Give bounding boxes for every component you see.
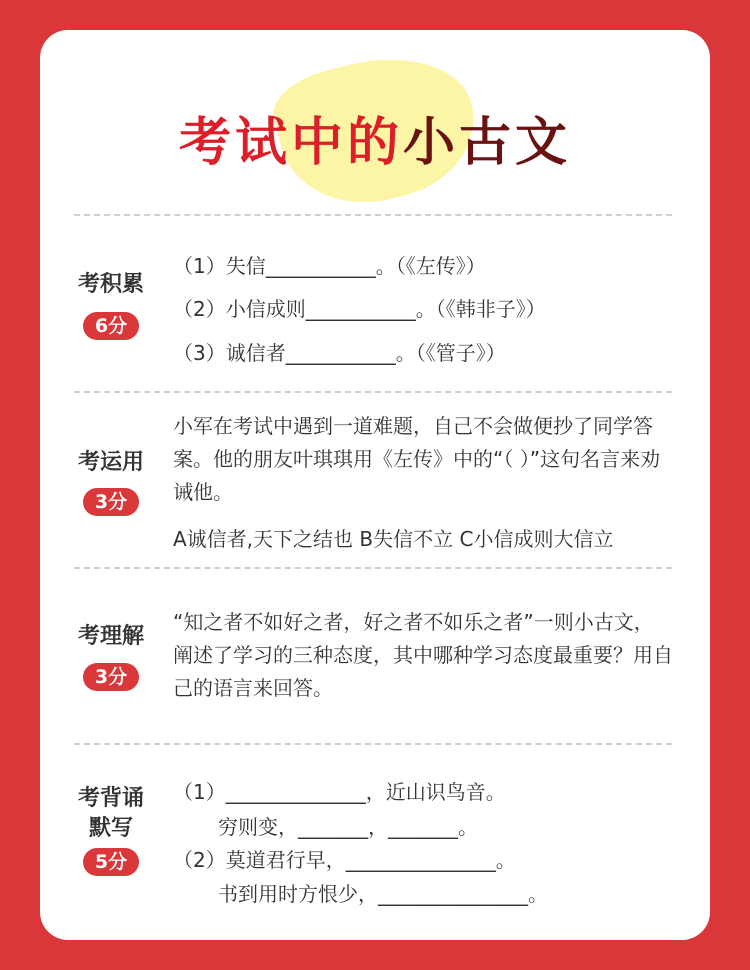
fill-item-2: （2）小信成则___________。（《韩非子》） [173,297,546,321]
section-label-understanding: 考理解 [77,624,144,649]
section-label-application: 考运用 [77,450,144,475]
score-badge: 5分 [83,848,139,876]
score-badge: 3分 [83,663,139,691]
answer-options: A诚信者,天下之结也 B失信不立 C小信成则大信立 [173,527,614,551]
title-part-2: 小古文 [403,112,572,173]
question-text: “知之者不如好之者，好之者不如乐之者”一则小古文，阐述了学习的三种态度，其中哪种学习态度最重要？用自己的语言来回答。 [173,610,673,700]
fill-item-3: （3）诚信者___________。（《管子》） [173,341,506,365]
recite-line-3: （2）莫道君行早，_______________。 [173,848,516,872]
section-label-accumulation: 考积累 [77,272,144,297]
section-label-recitation [56,784,166,844]
score-badge: 6分 [83,312,139,340]
score-badge: 3分 [83,488,139,516]
label-line-2: 默写 [88,816,133,841]
recite-line-4: 书到用时方恨少，_______________。 [218,882,548,906]
recite-line-2: 穷则变，_______，_______。 [218,815,478,839]
recite-line-1: （1）______________，近山识鸟音。 [173,780,506,804]
divider [74,567,672,569]
divider [74,743,672,745]
page-title [40,100,710,175]
divider [74,391,672,393]
worksheet-card [40,30,710,940]
title-part-1: 考试中的 [178,112,403,173]
label-line-1: 考背诵 [77,786,144,811]
title-area [40,30,710,210]
fill-item-1: （1）失信___________。（《左传》） [173,254,486,278]
divider [74,214,672,216]
question-text: 小军在考试中遇到一道难题，自己不会做便抄了同学答案。他的朋友叶琪琪用《左传》中的“（ ）”这句名言来劝诫他。 [173,414,661,504]
